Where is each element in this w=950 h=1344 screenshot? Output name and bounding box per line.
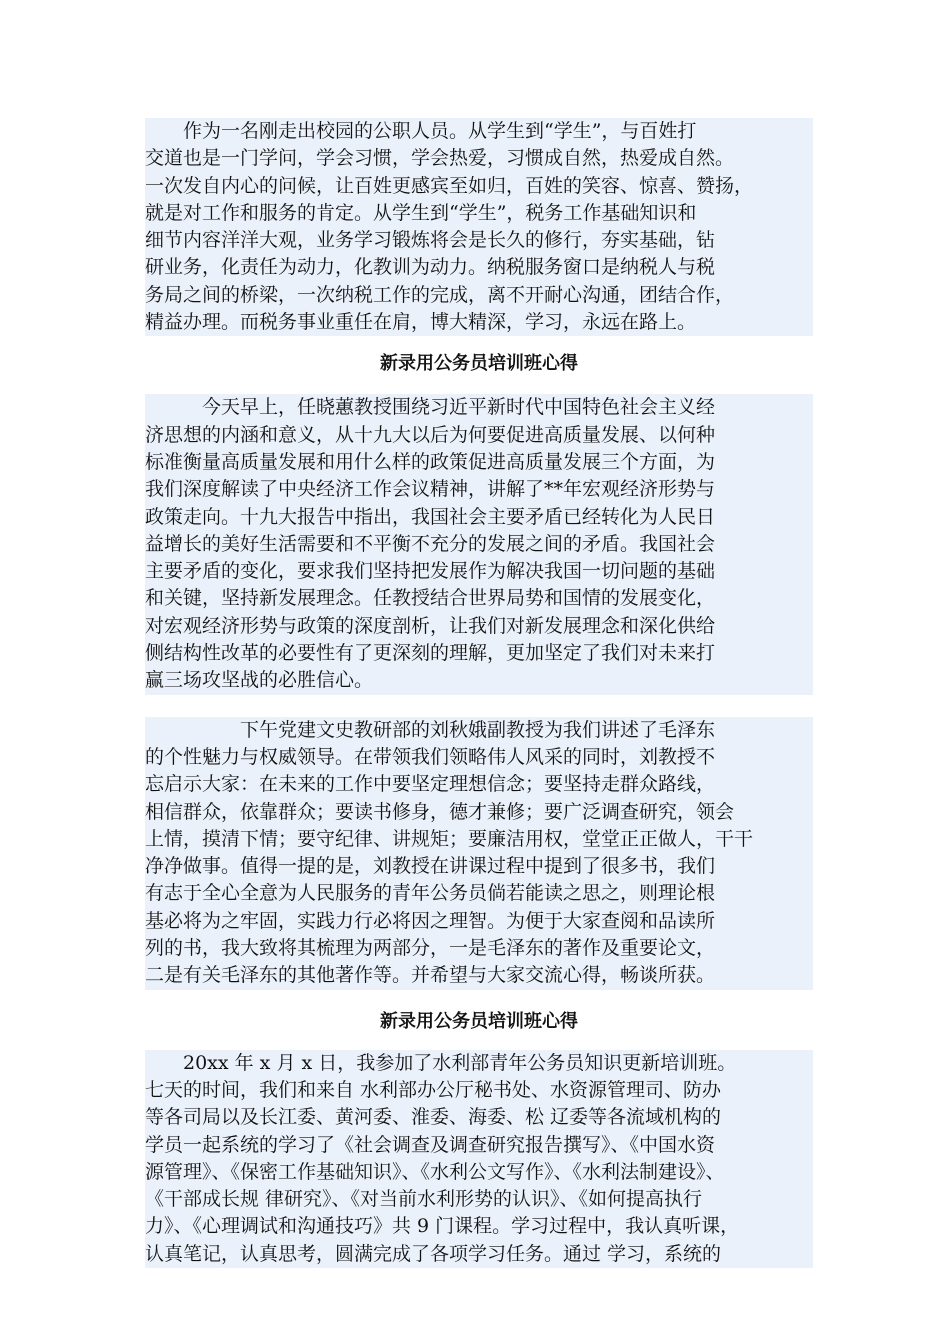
text-line: 有志于全心全意为人民服务的青年公务员倘若能读之思之，则理论根 [145,880,813,907]
text-line: 侧结构性改革的必要性有了更深刻的理解，更加坚定了我们对未来打 [145,640,813,667]
text-line: 济思想的内涵和意义，从十九大以后为何要促进高质量发展、以何种 [145,422,813,449]
text-line: 我们深度解读了中央经济工作会议精神，讲解了**年宏观经济形势与 [145,476,813,503]
text-line: 力》、《心理调试和沟通技巧》共 9 门课程。学习过程中，我认真听课， [145,1213,813,1240]
text-line: 作为一名刚走出校园的公职人员。从学生到“学生”，与百姓打 [145,118,813,145]
paragraph-tax-service [145,118,813,336]
document-page [145,118,813,1268]
text-line: 上情，摸清下情；要守纪律、讲规矩；要廉洁用权，堂堂正正做人，干干 [145,826,813,853]
text-line: 政策走向。十九大报告中指出，我国社会主要矛盾已经转化为人民日 [145,504,813,531]
paragraph-morning-lecture [145,394,813,694]
text-line: 《干部成长规 律研究》、《对当前水利形势的认识》、《如何提高执行 [145,1186,813,1213]
text-line: 对宏观经济形势与政策的深度剖析，让我们对新发展理念和深化供给 [145,613,813,640]
section-heading: 新录用公务员培训班心得 [380,1010,578,1032]
text-line: 等各司局以及长江委、黄河委、淮委、海委、松 辽委等各流域机构的 [145,1104,813,1131]
text-line: 认真笔记，认真思考，圆满完成了各项学习任务。通过 学习，系统的 [145,1241,813,1268]
text-line: 标准衡量高质量发展和用什么样的政策促进高质量发展三个方面，为 [145,449,813,476]
text-line: 七天的时间，我们和来自 水利部办公厅秘书处、水资源管理司、防办 [145,1077,813,1104]
text-line: 的个性魅力与权威领导。在带领我们领略伟人风采的同时，刘教授不 [145,744,813,771]
text-line: 二是有关毛泽东的其他著作等。并希望与大家交流心得，畅谈所获。 [145,962,813,989]
text-line: 和关键，坚持新发展理念。任教授结合世界局势和国情的发展变化， [145,585,813,612]
paragraph-afternoon-lecture [145,717,813,990]
text-line: 交道也是一门学问，学会习惯，学会热爱，习惯成自然，热爱成自然。 [145,145,813,172]
text-line: 净净做事。值得一提的是，刘教授在讲课过程中提到了很多书，我们 [145,853,813,880]
section-heading: 新录用公务员培训班心得 [380,353,578,375]
text-line: 主要矛盾的变化，要求我们坚持把发展作为解决我国一切问题的基础 [145,558,813,585]
paragraph-training-class [145,1050,813,1268]
text-line: 就是对工作和服务的肯定。从学生到“学生”，税务工作基础知识和 [145,200,813,227]
text-line: 忘启示大家：在未来的工作中要坚定理想信念；要坚持走群众路线， [145,771,813,798]
text-line: 列的书，我大致将其梳理为两部分，一是毛泽东的著作及重要论文， [145,935,813,962]
text-line: 研业务，化责任为动力，化教训为动力。纳税服务窗口是纳税人与税 [145,254,813,281]
text-line: 赢三场攻坚战的必胜信心。 [145,667,813,694]
text-line: 20xx 年 x 月 x 日，我参加了水利部青年公务员知识更新培训班。 [145,1050,813,1077]
text-line: 源管理》、《保密工作基础知识》、《水利公文写作》、《水利法制建设》、 [145,1159,813,1186]
text-line: 细节内容洋洋大观，业务学习锻炼将会是长久的修行，夯实基础，钻 [145,227,813,254]
text-line: 学员一起系统的学习了《社会调查及调查研究报告撰写》、《中国水资 [145,1132,813,1159]
text-line: 务局之间的桥梁，一次纳税工作的完成，离不开耐心沟通，团结合作， [145,282,813,309]
text-line: 一次发自内心的问候，让百姓更感宾至如归，百姓的笑容、惊喜、赞扬， [145,173,813,200]
text-line: 益增长的美好生活需要和不平衡不充分的发展之间的矛盾。我国社会 [145,531,813,558]
text-line: 基必将为之牢固，实践力行必将因之理智。为便于大家查阅和品读所 [145,908,813,935]
text-line: 相信群众，依靠群众；要读书修身，德才兼修；要广泛调查研究，领会 [145,799,813,826]
text-line: 下午党建文史教研部的刘秋娥副教授为我们讲述了毛泽东 [145,717,813,744]
text-line: 精益办理。而税务事业重任在肩，博大精深，学习，永远在路上。 [145,309,813,336]
text-line: 今天早上，任晓蕙教授围绕习近平新时代中国特色社会主义经 [145,394,813,421]
